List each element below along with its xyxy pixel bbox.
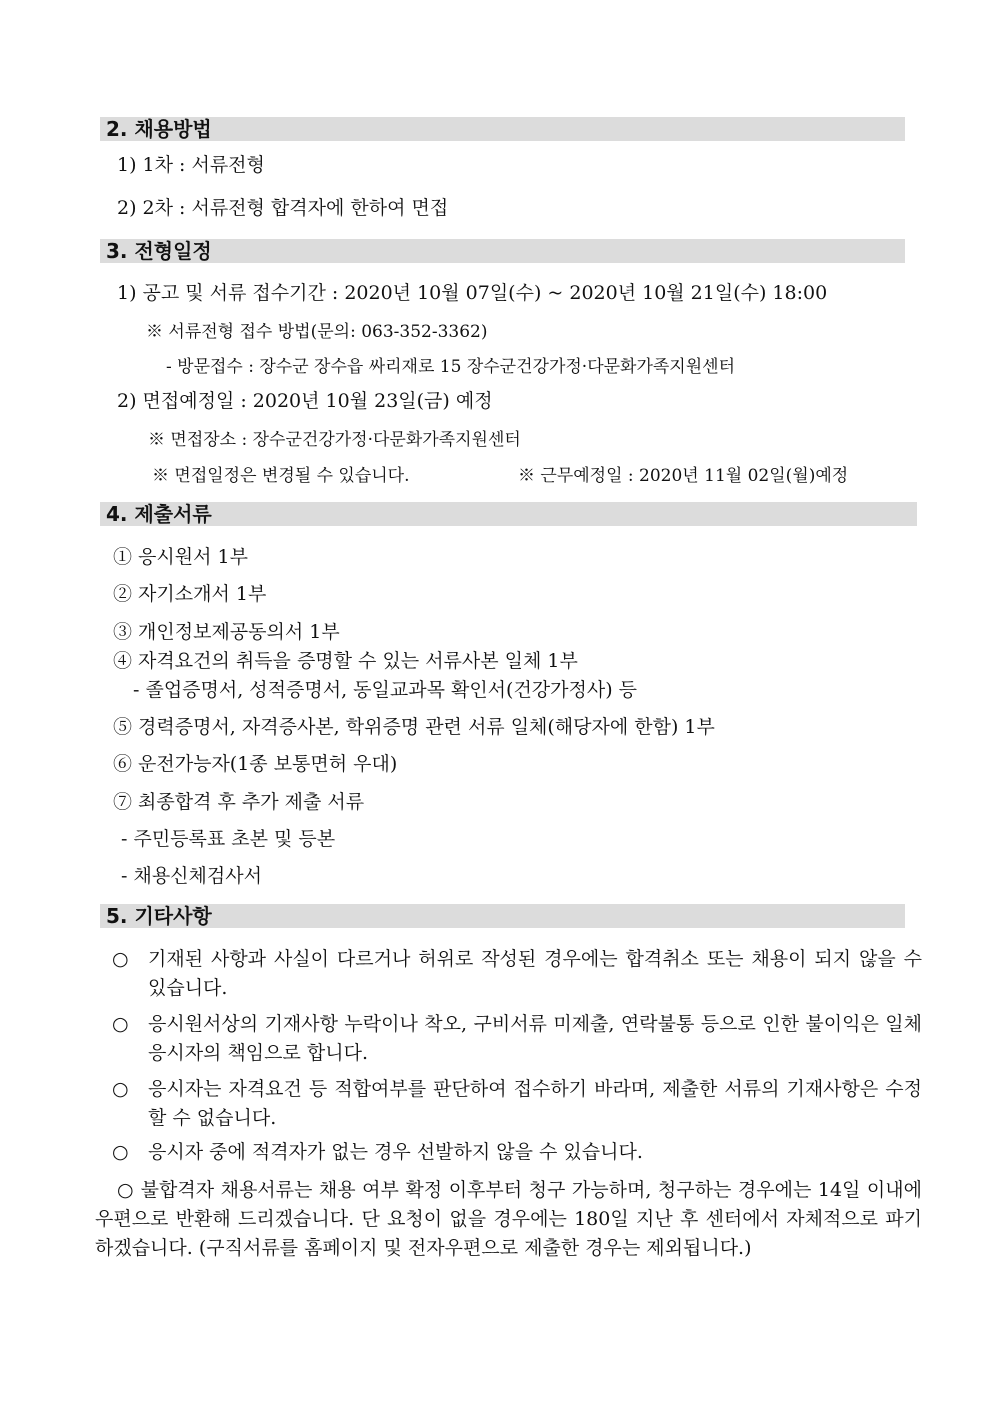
- other-note-2: [112, 1010, 922, 1068]
- other-note-2-text: 응시원서상의 기재사항 누락이나 착오, 구비서류 미제출, 연락불통 등으로 인한 불이익은 일체 응시자의 책임으로 합니다.: [148, 1013, 922, 1064]
- section-5-header: 5. 기타사항: [100, 904, 905, 928]
- section-2-header: 2. 채용방법: [100, 117, 905, 141]
- circle-bullet-icon: ○: [112, 948, 129, 970]
- other-note-3: [112, 1075, 922, 1133]
- recruit-step-1: 1) 1차 : 서류전형: [117, 154, 265, 176]
- note-schedule-change: ※ 면접일정은 변경될 수 있습니다.: [152, 466, 410, 486]
- other-note-1-text: 기재된 사항과 사실이 다르거나 허위로 작성된 경우에는 합격취소 또는 채용이 되지 않을 수 있습니다.: [148, 948, 922, 999]
- note-work-start: ※ 근무예정일 : 2020년 11월 02일(월)예정: [518, 466, 849, 486]
- note-visit-receipt: - 방문접수 : 장수군 장수읍 싸리재로 15 장수군건강가정·다문화가족지원센터: [166, 357, 735, 377]
- document-item-5: ⑤ 경력증명서, 자격증사본, 학위증명 관련 서류 일체(해당자에 한함) 1부: [113, 716, 715, 738]
- circle-bullet-icon: ○: [112, 1078, 129, 1100]
- document-item-6: ⑥ 운전가능자(1종 보통면허 우대): [113, 753, 398, 775]
- return-policy-paragraph: ○ 불합격자 채용서류는 채용 여부 확정 이후부터 청구 가능하며, 청구하는 경우에는 14일 이내에 우편으로 반환해 드리겠습니다. 단 요청이 없을 경우에는 180일 지난 후 센터에서 자체적으로 파기하겠습니다. (구직서류를 홈페이지 및 전자우편으로 제출한 경우는 제외됩니다.): [95, 1179, 922, 1259]
- other-note-4-text: 응시자 중에 적격자가 없는 경우 선발하지 않을 수 있습니다.: [148, 1141, 643, 1163]
- document-item-7-sub-2: - 채용신체검사서: [121, 865, 262, 887]
- document-item-7-sub-1: - 주민등록표 초본 및 등본: [121, 828, 336, 850]
- schedule-item-2: 2) 면접예정일 : 2020년 10월 23일(금) 예정: [117, 390, 493, 412]
- schedule-item-1: 1) 공고 및 서류 접수기간 : 2020년 10월 07일(수) ~ 2020년 10월 21일(수) 18:00: [117, 282, 828, 304]
- note-interview-place: ※ 면접장소 : 장수군건강가정·다문화가족지원센터: [148, 430, 521, 450]
- document-item-1: ① 응시원서 1부: [113, 546, 248, 568]
- document-item-4-detail: - 졸업증명서, 성적증명서, 동일교과목 확인서(건강가정사) 등: [133, 679, 638, 701]
- section-4-header: 4. 제출서류: [100, 502, 917, 526]
- circle-bullet-icon: ○: [112, 1013, 129, 1035]
- other-note-3-text: 응시자는 자격요건 등 적합여부를 판단하여 접수하기 바라며, 제출한 서류의 기재사항은 수정할 수 없습니다.: [148, 1078, 922, 1129]
- circle-bullet-icon: ○: [112, 1141, 129, 1163]
- document-item-3: ③ 개인정보제공동의서 1부: [113, 621, 340, 643]
- other-note-1: [112, 945, 922, 1003]
- note-receipt-method: ※ 서류전형 접수 방법(문의: 063-352-3362): [146, 322, 488, 342]
- document-item-4: ④ 자격요건의 취득을 증명할 수 있는 서류사본 일체 1부: [113, 650, 578, 672]
- recruit-step-2: 2) 2차 : 서류전형 합격자에 한하여 면접: [117, 197, 449, 219]
- document-item-7: ⑦ 최종합격 후 추가 제출 서류: [113, 791, 365, 813]
- section-3-header: 3. 전형일정: [100, 239, 905, 263]
- document-item-2: ② 자기소개서 1부: [113, 583, 267, 605]
- other-note-4: [112, 1138, 922, 1167]
